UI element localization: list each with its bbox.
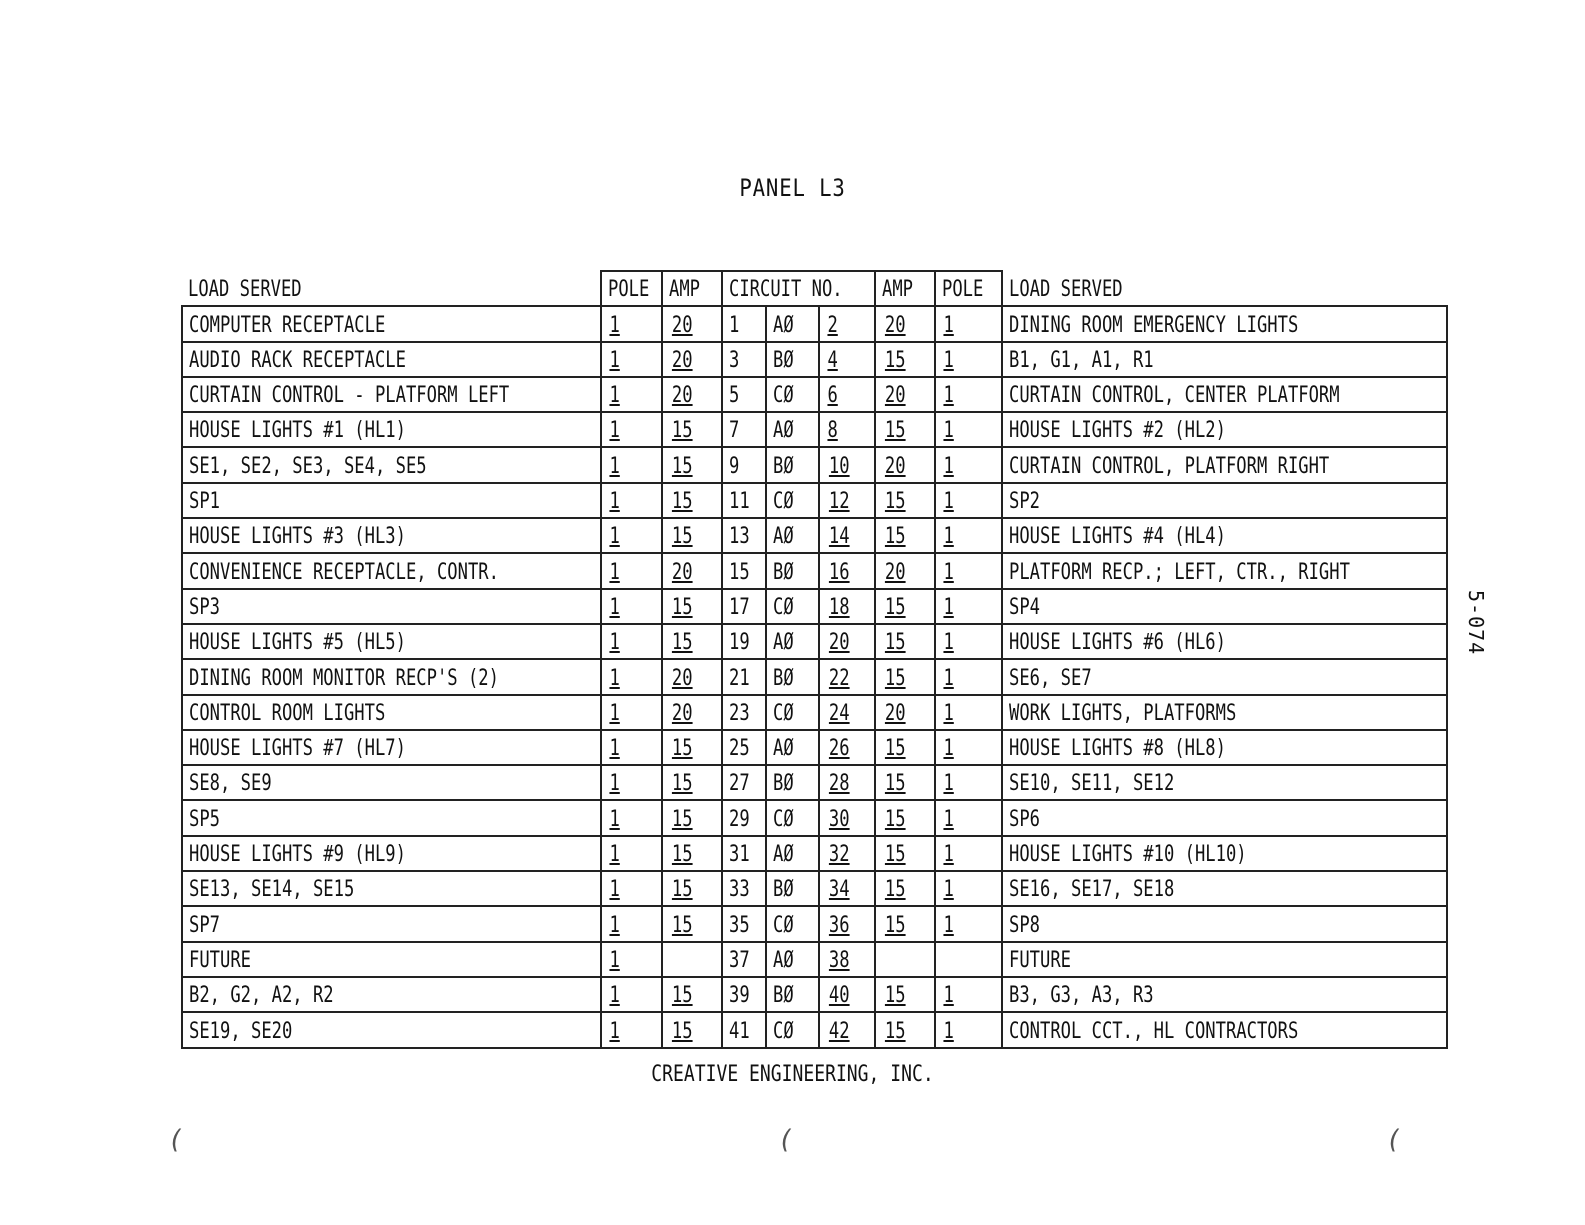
circuit-right-cell: 18 (819, 589, 875, 624)
amp-left-cell: 15 (662, 483, 722, 518)
circuit-right-cell: 24 (819, 695, 875, 730)
pole-right-cell: 1 (935, 695, 1002, 730)
load-served-left-cell: SE19, SE20 (182, 1012, 601, 1047)
phase-cell: AØ (766, 412, 819, 447)
amp-right-cell: 15 (875, 624, 935, 659)
amp-right-cell: 15 (875, 1012, 935, 1047)
circuit-left-cell: 23 (722, 695, 766, 730)
pole-right-cell: 1 (935, 553, 1002, 588)
amp-right-cell: 20 (875, 695, 935, 730)
circuit-right-cell: 10 (819, 447, 875, 482)
table-row (182, 624, 1447, 659)
table-row (182, 342, 1447, 377)
load-served-left-cell: CONTROL ROOM LIGHTS (182, 695, 601, 730)
header-pole-right: POLE (935, 271, 1002, 306)
header-pole-left: POLE (601, 271, 662, 306)
amp-left-cell: 15 (662, 624, 722, 659)
amp-right-cell: 20 (875, 553, 935, 588)
load-served-left-cell: CURTAIN CONTROL - PLATFORM LEFT (182, 377, 601, 412)
load-served-right-cell: FUTURE (1002, 942, 1447, 977)
amp-right-cell: 15 (875, 800, 935, 835)
load-served-left-cell: SP5 (182, 800, 601, 835)
load-served-right-cell: SP8 (1002, 906, 1447, 941)
load-served-right-cell: B3, G3, A3, R3 (1002, 977, 1447, 1012)
circuit-right-cell: 34 (819, 871, 875, 906)
circuit-right-cell: 2 (819, 306, 875, 341)
phase-cell: CØ (766, 695, 819, 730)
amp-right-cell: 15 (875, 977, 935, 1012)
circuit-left-cell: 11 (722, 483, 766, 518)
circuit-right-cell: 4 (819, 342, 875, 377)
circuit-left-cell: 3 (722, 342, 766, 377)
table-row (182, 412, 1447, 447)
pole-left-cell: 1 (601, 589, 662, 624)
table-row (182, 377, 1447, 412)
pole-right-cell: 1 (935, 518, 1002, 553)
header-load-served-right: LOAD SERVED (1002, 271, 1447, 306)
pole-right-cell: 1 (935, 871, 1002, 906)
pole-left-cell: 1 (601, 906, 662, 941)
circuit-left-cell: 7 (722, 412, 766, 447)
amp-right-cell: 20 (875, 447, 935, 482)
amp-left-cell: 15 (662, 447, 722, 482)
load-served-right-cell: HOUSE LIGHTS #10 (HL10) (1002, 836, 1447, 871)
circuit-right-cell: 32 (819, 836, 875, 871)
amp-left-cell: 15 (662, 977, 722, 1012)
phase-cell: BØ (766, 553, 819, 588)
margin-mark-center: ( (778, 1125, 794, 1155)
circuit-left-cell: 33 (722, 871, 766, 906)
circuit-right-cell: 36 (819, 906, 875, 941)
margin-mark-right: ( (1386, 1125, 1402, 1155)
amp-right-cell: 15 (875, 730, 935, 765)
load-served-right-cell: SP2 (1002, 483, 1447, 518)
load-served-left-cell: HOUSE LIGHTS #7 (HL7) (182, 730, 601, 765)
amp-right-cell: 15 (875, 659, 935, 694)
phase-cell: CØ (766, 483, 819, 518)
company-footer: CREATIVE ENGINEERING, INC. (651, 1062, 934, 1087)
load-served-right-cell: DINING ROOM EMERGENCY LIGHTS (1002, 306, 1447, 341)
phase-cell: BØ (766, 977, 819, 1012)
pole-right-cell: 1 (935, 800, 1002, 835)
pole-left-cell: 1 (601, 730, 662, 765)
table-row (182, 1012, 1447, 1047)
load-served-right-cell: CURTAIN CONTROL, CENTER PLATFORM (1002, 377, 1447, 412)
load-served-right-cell: HOUSE LIGHTS #4 (HL4) (1002, 518, 1447, 553)
phase-cell: AØ (766, 518, 819, 553)
table-row (182, 483, 1447, 518)
load-served-left-cell: HOUSE LIGHTS #1 (HL1) (182, 412, 601, 447)
load-served-right-cell: SP4 (1002, 589, 1447, 624)
pole-left-cell: 1 (601, 765, 662, 800)
pole-right-cell: 1 (935, 730, 1002, 765)
load-served-left-cell: SP3 (182, 589, 601, 624)
circuit-right-cell: 42 (819, 1012, 875, 1047)
circuit-left-cell: 9 (722, 447, 766, 482)
pole-left-cell: 1 (601, 553, 662, 588)
table-row (182, 659, 1447, 694)
pole-left-cell: 1 (601, 871, 662, 906)
pole-left-cell: 1 (601, 377, 662, 412)
pole-right-cell: 1 (935, 906, 1002, 941)
phase-cell: CØ (766, 589, 819, 624)
load-served-right-cell: SE16, SE17, SE18 (1002, 871, 1447, 906)
phase-cell: BØ (766, 342, 819, 377)
header-amp-right: AMP (875, 271, 935, 306)
pole-right-cell: 1 (935, 1012, 1002, 1047)
pole-left-cell: 1 (601, 659, 662, 694)
pole-right-cell: 1 (935, 589, 1002, 624)
circuit-right-cell: 14 (819, 518, 875, 553)
pole-right-cell: 1 (935, 836, 1002, 871)
phase-cell: AØ (766, 836, 819, 871)
circuit-right-cell: 16 (819, 553, 875, 588)
load-served-right-cell: PLATFORM RECP.; LEFT, CTR., RIGHT (1002, 553, 1447, 588)
pole-left-cell: 1 (601, 342, 662, 377)
pole-right-cell: 1 (935, 412, 1002, 447)
load-served-left-cell: AUDIO RACK RECEPTACLE (182, 342, 601, 377)
pole-right-cell: 1 (935, 977, 1002, 1012)
amp-right-cell: 15 (875, 765, 935, 800)
phase-cell: AØ (766, 730, 819, 765)
load-served-left-cell: COMPUTER RECEPTACLE (182, 306, 601, 341)
amp-right-cell: 15 (875, 518, 935, 553)
amp-left-cell: 15 (662, 836, 722, 871)
amp-right-cell: 15 (875, 871, 935, 906)
table-row (182, 836, 1447, 871)
amp-left-cell: 15 (662, 518, 722, 553)
table-row (182, 871, 1447, 906)
table-row (182, 800, 1447, 835)
amp-left-cell: 15 (662, 412, 722, 447)
load-served-right-cell: CURTAIN CONTROL, PLATFORM RIGHT (1002, 447, 1447, 482)
pole-right-cell: 1 (935, 483, 1002, 518)
phase-cell: BØ (766, 765, 819, 800)
amp-right-cell: 15 (875, 906, 935, 941)
phase-cell: CØ (766, 906, 819, 941)
load-served-left-cell: SP1 (182, 483, 601, 518)
pole-right-cell: 1 (935, 377, 1002, 412)
header-amp-left: AMP (662, 271, 722, 306)
table-row (182, 765, 1447, 800)
pole-right-cell: 1 (935, 659, 1002, 694)
circuit-right-cell: 26 (819, 730, 875, 765)
load-served-left-cell: HOUSE LIGHTS #5 (HL5) (182, 624, 601, 659)
amp-right-cell: 20 (875, 306, 935, 341)
table-row (182, 730, 1447, 765)
amp-left-cell: 15 (662, 906, 722, 941)
amp-left-cell: 20 (662, 553, 722, 588)
load-served-left-cell: B2, G2, A2, R2 (182, 977, 601, 1012)
circuit-right-cell: 28 (819, 765, 875, 800)
pole-right-cell: 1 (935, 765, 1002, 800)
phase-cell: CØ (766, 377, 819, 412)
circuit-left-cell: 31 (722, 836, 766, 871)
circuit-right-cell: 22 (819, 659, 875, 694)
pole-left-cell: 1 (601, 977, 662, 1012)
amp-left-cell: 20 (662, 306, 722, 341)
circuit-right-cell: 40 (819, 977, 875, 1012)
amp-left-cell: 20 (662, 659, 722, 694)
phase-cell: CØ (766, 800, 819, 835)
circuit-left-cell: 35 (722, 906, 766, 941)
amp-right-cell: 15 (875, 412, 935, 447)
amp-left-cell (662, 942, 722, 977)
load-served-left-cell: SE13, SE14, SE15 (182, 871, 601, 906)
load-served-left-cell: SE1, SE2, SE3, SE4, SE5 (182, 447, 601, 482)
amp-left-cell: 15 (662, 730, 722, 765)
table-row (182, 906, 1447, 941)
table-row (182, 306, 1447, 341)
circuit-left-cell: 27 (722, 765, 766, 800)
pole-left-cell: 1 (601, 412, 662, 447)
side-page-label: 5-074 (1464, 590, 1488, 656)
pole-right-cell: 1 (935, 624, 1002, 659)
load-served-right-cell: HOUSE LIGHTS #8 (HL8) (1002, 730, 1447, 765)
load-served-right-cell: HOUSE LIGHTS #6 (HL6) (1002, 624, 1447, 659)
amp-right-cell: 15 (875, 836, 935, 871)
load-served-right-cell: CONTROL CCT., HL CONTRACTORS (1002, 1012, 1447, 1047)
circuit-left-cell: 13 (722, 518, 766, 553)
circuit-right-cell: 8 (819, 412, 875, 447)
phase-cell: BØ (766, 871, 819, 906)
amp-left-cell: 15 (662, 1012, 722, 1047)
circuit-left-cell: 15 (722, 553, 766, 588)
load-served-right-cell: B1, G1, A1, R1 (1002, 342, 1447, 377)
load-served-left-cell: FUTURE (182, 942, 601, 977)
load-served-right-cell: SE6, SE7 (1002, 659, 1447, 694)
table-row (182, 695, 1447, 730)
pole-left-cell: 1 (601, 695, 662, 730)
pole-left-cell: 1 (601, 800, 662, 835)
circuit-left-cell: 21 (722, 659, 766, 694)
table-row (182, 589, 1447, 624)
panel-schedule-table (181, 270, 1448, 1049)
load-served-left-cell: DINING ROOM MONITOR RECP'S (2) (182, 659, 601, 694)
phase-cell: BØ (766, 659, 819, 694)
load-served-left-cell: HOUSE LIGHTS #9 (HL9) (182, 836, 601, 871)
header-circuit-no: CIRCUIT NO. (722, 271, 876, 306)
pole-left-cell: 1 (601, 447, 662, 482)
pole-right-cell (935, 942, 1002, 977)
pole-left-cell: 1 (601, 518, 662, 553)
circuit-left-cell: 25 (722, 730, 766, 765)
table-row (182, 942, 1447, 977)
circuit-left-cell: 5 (722, 377, 766, 412)
pole-left-cell: 1 (601, 1012, 662, 1047)
circuit-right-cell: 30 (819, 800, 875, 835)
amp-right-cell (875, 942, 935, 977)
circuit-right-cell: 38 (819, 942, 875, 977)
phase-cell: CØ (766, 1012, 819, 1047)
circuit-right-cell: 12 (819, 483, 875, 518)
amp-left-cell: 15 (662, 871, 722, 906)
table-header-row (182, 271, 1447, 306)
load-served-right-cell: HOUSE LIGHTS #2 (HL2) (1002, 412, 1447, 447)
circuit-left-cell: 19 (722, 624, 766, 659)
pole-right-cell: 1 (935, 306, 1002, 341)
table-row (182, 447, 1447, 482)
header-load-served-left: LOAD SERVED (182, 271, 601, 306)
load-served-left-cell: SP7 (182, 906, 601, 941)
table-row (182, 977, 1447, 1012)
circuit-left-cell: 1 (722, 306, 766, 341)
amp-left-cell: 20 (662, 342, 722, 377)
amp-right-cell: 15 (875, 483, 935, 518)
amp-right-cell: 15 (875, 589, 935, 624)
pole-right-cell: 1 (935, 447, 1002, 482)
amp-left-cell: 15 (662, 800, 722, 835)
load-served-left-cell: CONVENIENCE RECEPTACLE, CONTR. (182, 553, 601, 588)
table-row (182, 518, 1447, 553)
phase-cell: AØ (766, 942, 819, 977)
pole-left-cell: 1 (601, 836, 662, 871)
pole-left-cell: 1 (601, 942, 662, 977)
phase-cell: BØ (766, 447, 819, 482)
circuit-left-cell: 41 (722, 1012, 766, 1047)
pole-right-cell: 1 (935, 342, 1002, 377)
phase-cell: AØ (766, 624, 819, 659)
pole-left-cell: 1 (601, 624, 662, 659)
amp-left-cell: 15 (662, 765, 722, 800)
margin-mark-left: ( (168, 1125, 184, 1155)
amp-left-cell: 15 (662, 589, 722, 624)
amp-left-cell: 20 (662, 377, 722, 412)
load-served-right-cell: WORK LIGHTS, PLATFORMS (1002, 695, 1447, 730)
load-served-right-cell: SP6 (1002, 800, 1447, 835)
circuit-left-cell: 29 (722, 800, 766, 835)
table-row (182, 553, 1447, 588)
panel-title: PANEL L3 (739, 174, 846, 202)
phase-cell: AØ (766, 306, 819, 341)
amp-left-cell: 20 (662, 695, 722, 730)
circuit-left-cell: 37 (722, 942, 766, 977)
amp-right-cell: 20 (875, 377, 935, 412)
amp-right-cell: 15 (875, 342, 935, 377)
load-served-left-cell: SE8, SE9 (182, 765, 601, 800)
circuit-left-cell: 39 (722, 977, 766, 1012)
pole-left-cell: 1 (601, 483, 662, 518)
circuit-right-cell: 20 (819, 624, 875, 659)
load-served-right-cell: SE10, SE11, SE12 (1002, 765, 1447, 800)
circuit-right-cell: 6 (819, 377, 875, 412)
circuit-left-cell: 17 (722, 589, 766, 624)
pole-left-cell: 1 (601, 306, 662, 341)
load-served-left-cell: HOUSE LIGHTS #3 (HL3) (182, 518, 601, 553)
